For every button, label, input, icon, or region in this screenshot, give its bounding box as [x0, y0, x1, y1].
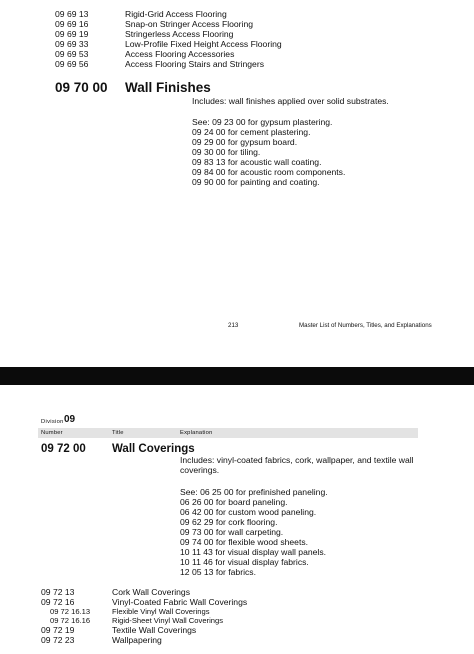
- column-header-number: Number: [41, 430, 63, 436]
- section-title: Rigid-Grid Access Flooring: [125, 9, 227, 19]
- heading-title: Wall Finishes: [125, 80, 211, 95]
- section-title: Textile Wall Coverings: [112, 625, 197, 635]
- heading-title: Wall Coverings: [112, 443, 195, 455]
- section-title: Rigid-Sheet Vinyl Wall Coverings: [112, 616, 223, 625]
- see-line: 10 11 43 for visual display wall panels.: [180, 547, 327, 557]
- section-number: 09 69 56: [55, 59, 89, 69]
- page-separator: [0, 367, 474, 385]
- section-title: Snap-on Stringer Access Flooring: [125, 19, 254, 29]
- section-title: Access Flooring Stairs and Stringers: [125, 59, 264, 69]
- column-header-title: Title: [112, 430, 124, 436]
- includes-line: Includes: vinyl-coated fabrics, cork, wallpaper, and textile wall: [180, 455, 414, 465]
- section-number: 09 69 53: [55, 49, 89, 59]
- see-line: See: 06 25 00 for prefinished paneling.: [180, 487, 328, 497]
- division-word: Division: [41, 419, 64, 425]
- division-number: 09: [64, 414, 76, 425]
- see-line: 09 62 29 for cork flooring.: [180, 517, 278, 527]
- includes-line: coverings.: [180, 465, 220, 475]
- see-line: 06 26 00 for board paneling.: [180, 497, 288, 507]
- section-title: Cork Wall Coverings: [112, 587, 190, 597]
- section-title: Low-Profile Fixed Height Access Flooring: [125, 39, 282, 49]
- section-number: 09 72 13: [41, 587, 75, 597]
- section-title: Access Flooring Accessories: [125, 49, 235, 59]
- see-line: See: 09 23 00 for gypsum plastering.: [192, 117, 333, 127]
- see-line: 09 73 00 for wall carpeting.: [180, 527, 284, 537]
- see-line: 09 29 00 for gypsum board.: [192, 137, 298, 147]
- see-line: 06 42 00 for custom wood paneling.: [180, 507, 317, 517]
- see-line: 09 74 00 for flexible wood sheets.: [180, 537, 309, 547]
- section-number: 09 72 23: [41, 635, 75, 645]
- section-number: 09 69 19: [55, 29, 89, 39]
- see-line: 09 90 00 for painting and coating.: [192, 177, 320, 187]
- section-title: Wallpapering: [112, 635, 162, 645]
- column-header-explanation: Explanation: [180, 430, 213, 436]
- column-header-bar: [38, 428, 418, 438]
- footer-title: Master List of Numbers, Titles, and Explanations: [299, 322, 432, 329]
- section-title: Flexible Vinyl Wall Coverings: [112, 607, 210, 616]
- see-line: 12 05 13 for fabrics.: [180, 567, 256, 577]
- section-number: 09 72 16.16: [50, 616, 91, 625]
- see-line: 09 83 13 for acoustic wall coating.: [192, 157, 322, 167]
- see-line: 09 30 00 for tiling.: [192, 147, 261, 157]
- page-number: 213: [228, 322, 239, 329]
- section-title: Stringerless Access Flooring: [125, 29, 234, 39]
- section-number: 09 69 16: [55, 19, 89, 29]
- section-number: 09 72 16: [41, 597, 75, 607]
- section-number: 09 72 16.13: [50, 607, 91, 616]
- see-line: 10 11 46 for visual display fabrics.: [180, 557, 309, 567]
- heading-number: 09 72 00: [41, 443, 86, 455]
- section-number: 09 69 33: [55, 39, 89, 49]
- section-number: 09 69 13: [55, 9, 89, 19]
- heading-number: 09 70 00: [55, 80, 108, 95]
- section-title: Vinyl-Coated Fabric Wall Coverings: [112, 597, 248, 607]
- section-number: 09 72 19: [41, 625, 75, 635]
- see-line: 09 84 00 for acoustic room components.: [192, 167, 346, 177]
- includes-text: Includes: wall finishes applied over solid substrates.: [192, 96, 389, 106]
- see-line: 09 24 00 for cement plastering.: [192, 127, 311, 137]
